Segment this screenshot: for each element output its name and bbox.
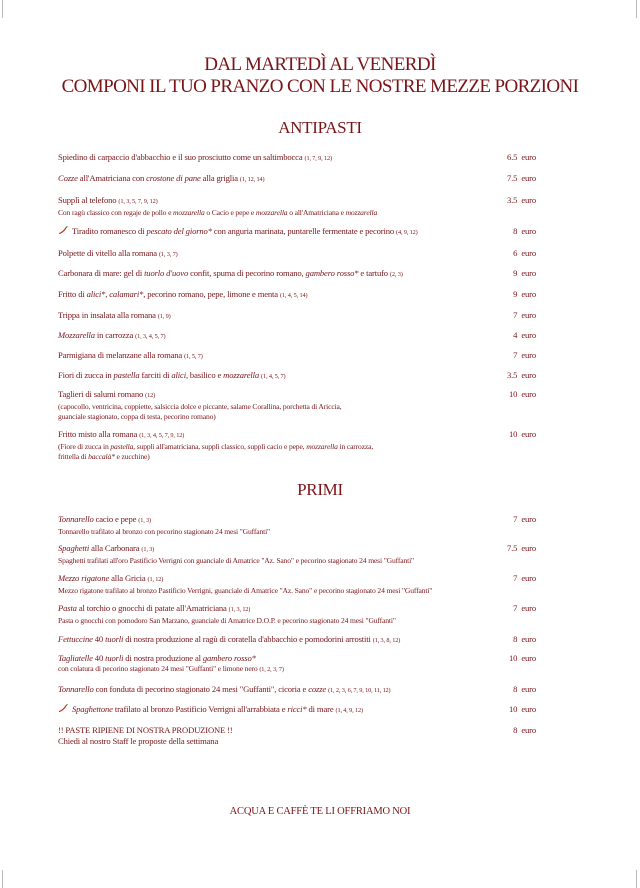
dish-description bbox=[58, 736, 582, 747]
allergens: (1, 2, 3, 6, 7, 9, 10, 11, 12) bbox=[328, 687, 391, 694]
dish-name-segment: 40 bbox=[92, 634, 106, 644]
price-value: 7 bbox=[513, 350, 518, 360]
price-value: 10 bbox=[509, 429, 518, 439]
allergens: (1, 4, 9, 12) bbox=[335, 707, 363, 714]
dish-description-segment: (capocollo, ventricina, coppiette, salsiccia dolce e piccante, salame Corallina, porchetta di Ariccia, bbox=[58, 401, 342, 411]
allergens: (1, 3, 4, 5, 7, 9, 12) bbox=[139, 432, 185, 439]
price bbox=[509, 653, 536, 664]
dish-description bbox=[58, 412, 582, 423]
dish-name-segment: in carrozza bbox=[94, 330, 134, 340]
dish-name bbox=[58, 573, 582, 586]
price-value: 6 bbox=[513, 248, 518, 258]
dish-name-segment: mozzarella bbox=[223, 370, 260, 380]
crop-mark bbox=[636, 870, 637, 888]
allergens: (1, 2, 3, 7) bbox=[259, 665, 284, 673]
dish-name-segment: alla griglia bbox=[200, 173, 238, 183]
price-value: 4 bbox=[513, 330, 518, 340]
price bbox=[507, 152, 536, 163]
dish-description-segment: Chiedi al nostro Staff le proposte della settimana bbox=[58, 735, 219, 746]
dish-name-segment: Spaghettone bbox=[72, 704, 113, 714]
dish-name bbox=[58, 226, 582, 239]
menu-item bbox=[58, 684, 582, 697]
dish-description bbox=[58, 616, 582, 627]
dish-name bbox=[58, 268, 582, 281]
menu-item bbox=[58, 310, 582, 323]
price-unit: euro bbox=[521, 725, 536, 735]
dish-name-segment: Cozze bbox=[58, 173, 78, 183]
allergens: (1, 4, 5, 14) bbox=[279, 292, 308, 299]
price bbox=[509, 704, 536, 715]
dish-description bbox=[58, 452, 582, 463]
dish-name-segment: crostone di pane bbox=[146, 173, 201, 183]
dish-description bbox=[58, 442, 582, 453]
price bbox=[513, 310, 536, 321]
price-unit: euro bbox=[521, 310, 536, 320]
allergens: (1, 3, 8, 12) bbox=[372, 637, 401, 644]
dish-name-segment: farciti di bbox=[139, 370, 172, 380]
dish-name-segment: e tartufo bbox=[358, 268, 388, 278]
dish-name-segment: gambero rosso* bbox=[202, 653, 256, 663]
price-value: 8 bbox=[513, 684, 518, 694]
menu-item bbox=[58, 248, 582, 261]
allergens: (1, 9) bbox=[157, 313, 171, 320]
dish-name-segment: Mozzarella bbox=[58, 330, 95, 340]
price-value: 8 bbox=[513, 634, 518, 644]
allergens: (1, 12) bbox=[147, 576, 164, 583]
menu-header-line2: COMPONI IL TUO PRANZO CON LE NOSTRE MEZZE PORZIONI bbox=[61, 76, 579, 97]
menu-item bbox=[58, 152, 582, 165]
allergens: (1, 5, 7) bbox=[184, 353, 203, 360]
chili-pepper-icon bbox=[58, 226, 68, 235]
dish-name-segment: alla Gricia bbox=[109, 573, 146, 583]
dish-description-segment: mozzarella bbox=[306, 441, 338, 451]
dish-name bbox=[58, 350, 582, 363]
menu-item bbox=[58, 330, 582, 343]
price-value: 10 bbox=[509, 704, 518, 714]
dish-name bbox=[58, 310, 582, 323]
dish-name-segment: al torchio o gnocchi di patate all'Amatriciana bbox=[76, 603, 227, 613]
price-unit: euro bbox=[521, 653, 536, 663]
dish-name-segment: Spiedino di carpaccio d'abbacchio e il suo prosciutto come un saltimbocca bbox=[58, 152, 303, 162]
price bbox=[513, 289, 536, 300]
dish-description-segment: pastella bbox=[110, 441, 134, 451]
price-unit: euro bbox=[521, 684, 536, 694]
price bbox=[513, 634, 536, 645]
allergens: (1, 4, 5, 7) bbox=[261, 373, 286, 380]
menu-item bbox=[58, 289, 582, 302]
price-unit: euro bbox=[521, 704, 536, 714]
dish-description-segment: Spaghetti trafilati all'oro Pastificio Verrigni con guanciale di Amatrice "Az. Sano" e pecorino stagionato 24 mesi "Guffanti" bbox=[58, 555, 414, 565]
price-unit: euro bbox=[521, 289, 536, 299]
dish-name-segment: Polpette di vitello alla romana bbox=[58, 248, 157, 258]
dish-name-segment: di mare bbox=[306, 704, 334, 714]
dish-name-segment: tuorli bbox=[105, 634, 124, 644]
price bbox=[513, 684, 536, 695]
dish-name-segment: alici bbox=[171, 370, 186, 380]
price-value: 8 bbox=[513, 725, 518, 735]
menu-item bbox=[58, 370, 582, 383]
price-value: 8 bbox=[513, 226, 518, 236]
menu-item bbox=[58, 429, 582, 463]
price bbox=[507, 173, 536, 184]
price bbox=[509, 389, 536, 400]
menu-item bbox=[58, 389, 582, 423]
price-unit: euro bbox=[521, 634, 536, 644]
price-unit: euro bbox=[521, 330, 536, 340]
price-unit: euro bbox=[521, 268, 536, 278]
dish-description-segment: baccalà* bbox=[88, 452, 115, 462]
dish-description-segment: guanciale stagionato, coppa di testa, pecorino romano) bbox=[58, 412, 216, 422]
dish-name-segment: Tagliatelle bbox=[58, 653, 93, 663]
dish-name-segment: cozze bbox=[308, 684, 327, 694]
menu-item bbox=[58, 725, 582, 746]
dish-description-segment: Con ragù classico con regaje de pollo e bbox=[58, 207, 174, 217]
crop-mark bbox=[2, 870, 3, 888]
dish-description-segment: con colatura di pecorino stagionato 24 mesi "Guffanti" e limone nero bbox=[58, 663, 258, 673]
allergens: (1, 3) bbox=[138, 517, 152, 524]
dish-description bbox=[58, 556, 582, 567]
allergens: (1, 3, 4, 5, 7) bbox=[135, 333, 166, 340]
dish-description-segment: , supplì all'amatriciana, supplì classico, supplì cacio e pepe, bbox=[133, 441, 307, 451]
price-value: 6.5 bbox=[507, 152, 518, 162]
dish-name-segment: all'Amatriciana con bbox=[77, 173, 147, 183]
allergens: (1, 3, 12) bbox=[228, 606, 251, 613]
price-unit: euro bbox=[521, 350, 536, 360]
dish-description bbox=[58, 664, 582, 676]
dish-description-segment: o Cacio e pepe e bbox=[204, 207, 256, 217]
dish-name-segment: cacio e pepe bbox=[93, 514, 137, 524]
menu-item bbox=[58, 226, 582, 239]
dish-name-segment: di nostra produzione al bbox=[123, 653, 203, 663]
price-unit: euro bbox=[521, 389, 536, 399]
dish-description-segment: mozzarella bbox=[255, 207, 288, 217]
price-value: 7.5 bbox=[507, 173, 518, 183]
menu-item bbox=[58, 573, 582, 596]
dish-name-segment: Tiradito romanesco di bbox=[72, 226, 147, 236]
dish-name bbox=[58, 725, 582, 736]
dish-name-segment: , bbox=[105, 289, 110, 299]
menu-item bbox=[58, 195, 582, 218]
dish-name-segment: alici* bbox=[86, 289, 106, 299]
allergens: (1, 3) bbox=[141, 546, 155, 553]
dish-name-segment: gambero rosso* bbox=[305, 268, 359, 278]
dish-name-segment: Pasta bbox=[58, 603, 77, 613]
price-value: 7 bbox=[513, 603, 518, 613]
menu-item bbox=[58, 514, 582, 537]
dish-name-segment: , basilico e bbox=[185, 370, 224, 380]
allergens: (1, 3, 7) bbox=[158, 251, 178, 258]
menu-item bbox=[58, 634, 582, 647]
dish-name-segment: Spaghetti bbox=[58, 543, 90, 553]
dish-name-segment: !! PASTE RIPIENE DI NOSTRA PRODUZIONE !! bbox=[58, 725, 233, 735]
dish-name-segment: 40 bbox=[92, 653, 106, 663]
price-value: 7 bbox=[513, 514, 518, 524]
menu-item bbox=[58, 173, 582, 186]
price-value: 10 bbox=[509, 389, 518, 399]
dish-name bbox=[58, 248, 582, 261]
price-unit: euro bbox=[521, 514, 536, 524]
price-unit: euro bbox=[521, 173, 536, 183]
dish-name-segment: con fonduta di pecorino stagionato 24 mesi "Guffanti", cicoria e bbox=[93, 684, 309, 694]
dish-name-segment: Fiori di zucca in bbox=[58, 370, 114, 380]
dish-name-segment: pastella bbox=[113, 370, 140, 380]
price bbox=[513, 226, 536, 237]
allergens: (2, 3) bbox=[389, 271, 403, 278]
price bbox=[513, 725, 536, 736]
dish-name-segment: Taglieri di salumi romano bbox=[58, 389, 144, 399]
price bbox=[507, 370, 536, 381]
dish-name-segment: alla Carbonara bbox=[89, 543, 140, 553]
price-value: 3.5 bbox=[507, 370, 518, 380]
price bbox=[507, 543, 536, 554]
dish-name bbox=[58, 195, 582, 208]
menu-item bbox=[58, 268, 582, 281]
price-value: 7 bbox=[513, 310, 518, 320]
antipasti-title: ANTIPASTI bbox=[278, 118, 362, 137]
primi-title: PRIMI bbox=[297, 480, 343, 499]
dish-name bbox=[58, 389, 582, 402]
allergens: (1, 7, 9, 12) bbox=[304, 155, 332, 162]
dish-name-segment: Fritto di bbox=[58, 289, 87, 299]
dish-name-segment: con anguria marinata, puntarelle fermentate e pecorino bbox=[211, 226, 395, 236]
dish-name bbox=[58, 330, 582, 343]
menu-item bbox=[58, 603, 582, 626]
crop-mark bbox=[636, 0, 637, 18]
dish-name-segment: pescato del giorno* bbox=[146, 226, 212, 236]
dish-name-segment: trafilato al bronzo Pastificio Verrigni all'arrabbiata e bbox=[112, 704, 288, 714]
dish-name-segment: Supplì al telefono bbox=[58, 195, 117, 205]
dish-description-segment: mozzarella bbox=[345, 207, 378, 217]
dish-name-segment: di nostra produzione al ragù di coratella d'abbacchio e pomodorini arrostiti bbox=[123, 634, 371, 644]
dish-name-segment: calamari* bbox=[109, 289, 144, 299]
price-unit: euro bbox=[521, 152, 536, 162]
dish-name-segment: tuorlo d'uovo bbox=[144, 268, 189, 278]
dish-name bbox=[58, 514, 582, 527]
dish-name-segment: Parmigiana di melanzane alla romana bbox=[58, 350, 183, 360]
dish-name bbox=[58, 653, 582, 664]
price-value: 7.5 bbox=[507, 543, 518, 553]
dish-description-segment: mozzarella bbox=[173, 207, 205, 217]
price bbox=[513, 514, 536, 525]
dish-description bbox=[58, 527, 582, 538]
dish-description-segment: o all'Amatriciana e bbox=[287, 207, 346, 217]
price-value: 10 bbox=[509, 653, 518, 663]
dish-description-segment: (Fiore di zucca in bbox=[58, 441, 111, 451]
footer-note: ACQUA E CAFFÈ TE LI OFFRIAMO NOI bbox=[229, 806, 411, 817]
dish-name bbox=[58, 152, 582, 165]
dish-name-segment: Fettuccine bbox=[58, 634, 93, 644]
dish-name-segment: , pecorino romano, pepe, limone e menta bbox=[143, 289, 278, 299]
price-unit: euro bbox=[521, 429, 536, 439]
dish-name bbox=[58, 684, 582, 697]
menu-item bbox=[58, 543, 582, 566]
price-value: 9 bbox=[513, 289, 518, 299]
price-unit: euro bbox=[521, 195, 536, 205]
dish-name-segment: Fritto misto alla romana bbox=[58, 429, 138, 439]
dish-name-segment: Trippa in insalata alla romana bbox=[58, 310, 156, 320]
dish-description-segment: Tonnarello trafilato al bronzo con pecorino stagionato 24 mesi "Guffanti" bbox=[58, 526, 270, 536]
dish-name-segment: tuorli bbox=[105, 653, 124, 663]
dish-description bbox=[58, 402, 582, 413]
dish-description-segment: Mezzo rigatone trafilato al bronzo Pastificio Verrigni, guanciale di Amatrice "Az. Sano" e pecorino stagionato 24 mesi "Guffanti" bbox=[58, 585, 433, 595]
allergens: (1, 3, 5, 7, 9, 12) bbox=[118, 198, 158, 205]
price bbox=[513, 268, 536, 279]
price-value: 7 bbox=[513, 573, 518, 583]
allergens: (12) bbox=[145, 392, 156, 399]
dish-name bbox=[58, 370, 582, 383]
dish-name-segment: Mezzo rigatone bbox=[58, 573, 110, 583]
dish-name bbox=[58, 603, 582, 616]
price bbox=[513, 330, 536, 341]
dish-name-segment: Tonnarello bbox=[58, 514, 94, 524]
price bbox=[513, 573, 536, 584]
allergens: (1, 12, 14) bbox=[239, 176, 265, 183]
chili-pepper-icon bbox=[58, 704, 68, 713]
dish-description-segment: Pasta o gnocchi con pomodoro San Marzano, guanciale di Amatrice D.O.P. e pecorino stagionato 24 mesi "Guffanti" bbox=[58, 615, 396, 625]
dish-name bbox=[58, 289, 582, 302]
price bbox=[513, 248, 536, 259]
dish-name bbox=[58, 429, 582, 442]
dish-name-segment: Tonnarello bbox=[58, 684, 94, 694]
price bbox=[507, 195, 536, 206]
dish-description bbox=[58, 586, 582, 597]
allergens: (4, 9, 12) bbox=[396, 229, 418, 236]
price bbox=[509, 429, 536, 440]
dish-name bbox=[58, 543, 582, 556]
price-unit: euro bbox=[521, 603, 536, 613]
menu-header-line1: DAL MARTEDÌ AL VENERDÌ bbox=[204, 54, 436, 75]
dish-description bbox=[58, 208, 582, 219]
menu-item bbox=[58, 704, 582, 717]
price-unit: euro bbox=[521, 543, 536, 553]
dish-name-segment: ricci* bbox=[287, 704, 307, 714]
menu-item bbox=[58, 653, 582, 675]
price bbox=[513, 603, 536, 614]
price bbox=[513, 350, 536, 361]
price-value: 9 bbox=[513, 268, 518, 278]
price-unit: euro bbox=[521, 370, 536, 380]
dish-name-segment: confit, spuma di pecorino romano, bbox=[188, 268, 306, 278]
price-value: 3.5 bbox=[507, 195, 518, 205]
menu-item bbox=[58, 350, 582, 363]
dish-description-segment: in carrozza, bbox=[337, 441, 374, 451]
crop-mark bbox=[2, 0, 3, 18]
dish-name bbox=[58, 173, 582, 186]
dish-description-segment: frittella di bbox=[58, 452, 89, 462]
price-unit: euro bbox=[521, 248, 536, 258]
dish-name bbox=[58, 704, 582, 717]
dish-name-segment: Carbonara di mare: gel di bbox=[58, 268, 145, 278]
price-unit: euro bbox=[521, 573, 536, 583]
dish-description-segment: e zucchine) bbox=[114, 452, 150, 462]
dish-name bbox=[58, 634, 582, 647]
price-unit: euro bbox=[521, 226, 536, 236]
